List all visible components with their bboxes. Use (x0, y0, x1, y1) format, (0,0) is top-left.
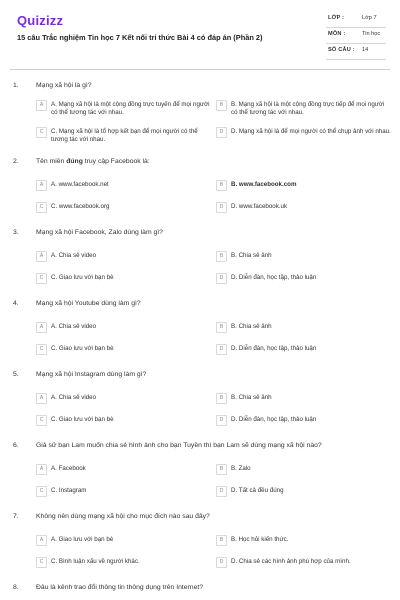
option-text: B. Zalo (231, 465, 251, 472)
option-text: A. Chia sẻ video (51, 252, 97, 259)
meta-value: Tin học (362, 31, 381, 37)
option-text: B. Chia sẻ ảnh (231, 252, 272, 259)
question-item (0, 290, 400, 361)
question-list (0, 72, 400, 600)
option-letter-box: D (216, 273, 227, 284)
meta-label: SỐ CÂU : (328, 47, 355, 53)
question-text-part: Tên miền (36, 158, 67, 165)
option-letter-box: C (36, 344, 47, 355)
option-letter-box: D (216, 127, 227, 138)
option-text: A. Mạng xã hội là một cộng đồng trực tuyến để mọi người có thể tương tác với nhau. (51, 101, 210, 116)
meta-label: MÔN : (328, 31, 346, 37)
option-text: B. Mạng xã hội là một cộng đồng trực tiếp để mọi người có thể tương tác với nhau. (231, 101, 385, 116)
option-text: B. Chia sẻ ảnh (231, 394, 272, 401)
quizizz-logo: Quizizz (17, 13, 64, 28)
option-letter-box: B (216, 393, 227, 404)
question-item (0, 432, 400, 503)
question-number: 2. (13, 158, 19, 165)
option-text: C. Giao lưu với bạn bè (51, 345, 114, 352)
option-letter-box: B (216, 464, 227, 475)
option-letter-box: A (36, 322, 47, 333)
question-text: Giả sử bạn Lam muốn chia sẻ hình ảnh cho bạn Tuyền thì bạn Lam sẽ dùng mạng xã hội nào? (36, 442, 322, 449)
header-divider (10, 69, 390, 70)
question-text: Mạng xã hội Youtube dùng làm gì? (36, 300, 141, 307)
question-text: Mạng xã hội Facebook, Zalo dùng làm gì? (36, 229, 163, 236)
option-letter-box: A (36, 464, 47, 475)
question-number: 4. (13, 300, 19, 307)
meta-value: Lớp 7 (362, 15, 377, 21)
question-text (36, 158, 376, 165)
option-letter-box: B (216, 100, 227, 111)
question-number: 1. (13, 82, 19, 89)
option-letter-box: B (216, 180, 227, 191)
meta-row-count (326, 45, 386, 61)
question-item (0, 361, 400, 432)
meta-panel (326, 13, 386, 61)
option-text: D. Chia sẻ các hình ảnh phù hợp của mình. (231, 558, 351, 565)
option-letter-box: C (36, 273, 47, 284)
option-text: D. Tất cả đều đúng (231, 487, 284, 494)
option-text: C. Mạng xã hội là tổ hợp kết bạn để mọi người có thể tương tác với nhau. (51, 128, 198, 143)
question-text-emphasis: đúng (66, 158, 83, 165)
question-text: Mạng xã hội Instagram dùng làm gì? (36, 371, 147, 378)
option-letter-box: C (36, 486, 47, 497)
question-text: Không nên dùng mạng xã hội cho mục đích nào sau đây? (36, 513, 210, 520)
question-number: 5. (13, 371, 19, 378)
option-text: C. www.facebook.org (51, 203, 110, 210)
option-text: C. Giao lưu với bạn bè (51, 416, 114, 423)
question-item (0, 574, 400, 600)
option-letter-box: B (216, 535, 227, 546)
option-text: A. Chia sẻ video (51, 323, 97, 330)
option-text: B. www.facebook.com (231, 181, 297, 188)
option-letter-box: A (36, 251, 47, 262)
option-text: D. Diễn đàn, học tập, thảo luận (231, 416, 317, 423)
option-letter-box: C (36, 127, 47, 138)
option-letter-box: C (36, 557, 47, 568)
meta-label: LỚP : (328, 15, 345, 21)
option-text: D. Diễn đàn, học tập, thảo luận (231, 274, 317, 281)
option-letter-box: C (36, 202, 47, 213)
option-letter-box: D (216, 202, 227, 213)
option-letter-box: A (36, 393, 47, 404)
question-item (0, 219, 400, 290)
option-letter-box: B (216, 251, 227, 262)
option-text: B. Học hỏi kiến thức. (231, 536, 289, 543)
question-number: 7. (13, 513, 19, 520)
option-letter-box: A (36, 100, 47, 111)
option-text: D. Diễn đàn, học tập, thảo luận (231, 345, 317, 352)
question-text: Đâu là kênh trao đổi thông tin thông dụng trên Internet? (36, 584, 204, 591)
meta-value: 14 (362, 47, 369, 53)
meta-row-subject (326, 29, 386, 45)
question-text: Mạng xã hội là gì? (36, 82, 92, 89)
option-text: C. Bình luận xấu về người khác. (51, 558, 140, 565)
question-number: 8. (13, 584, 19, 591)
question-text-part: truy cập Facebook là: (82, 158, 150, 165)
question-item (0, 503, 400, 574)
option-letter-box: A (36, 535, 47, 546)
option-text: A. Giao lưu với bạn bè (51, 536, 114, 543)
option-text: D. Mạng xã hội là để mọi người có thể chụp ảnh với nhau. (231, 128, 391, 135)
option-text: A. www.facebook.net (51, 181, 109, 188)
question-item (0, 72, 400, 148)
option-letter-box: D (216, 344, 227, 355)
option-letter-box: B (216, 322, 227, 333)
question-number: 6. (13, 442, 19, 449)
option-text: A. Chia sẻ video (51, 394, 97, 401)
option-letter-box: D (216, 557, 227, 568)
option-letter-box: C (36, 415, 47, 426)
document-header (0, 0, 400, 70)
meta-underline (326, 27, 386, 28)
option-letter-box: D (216, 486, 227, 497)
meta-row-class (326, 13, 386, 29)
option-text: C. Instagram (51, 487, 87, 494)
option-letter-box: A (36, 180, 47, 191)
option-text: C. Giao lưu với bạn bè (51, 274, 114, 281)
option-text: B. Chia sẻ ảnh (231, 323, 272, 330)
meta-underline (326, 43, 386, 44)
question-number: 3. (13, 229, 19, 236)
document-title: 15 câu Trắc nghiệm Tin học 7 Kết nối tri thức Bài 4 có đáp án (Phần 2) (17, 33, 263, 42)
option-letter-box: D (216, 415, 227, 426)
option-text: D. www.facebook.uk (231, 203, 288, 210)
meta-underline (326, 59, 386, 60)
option-text: A. Facebook (51, 465, 86, 472)
question-item (0, 148, 400, 219)
